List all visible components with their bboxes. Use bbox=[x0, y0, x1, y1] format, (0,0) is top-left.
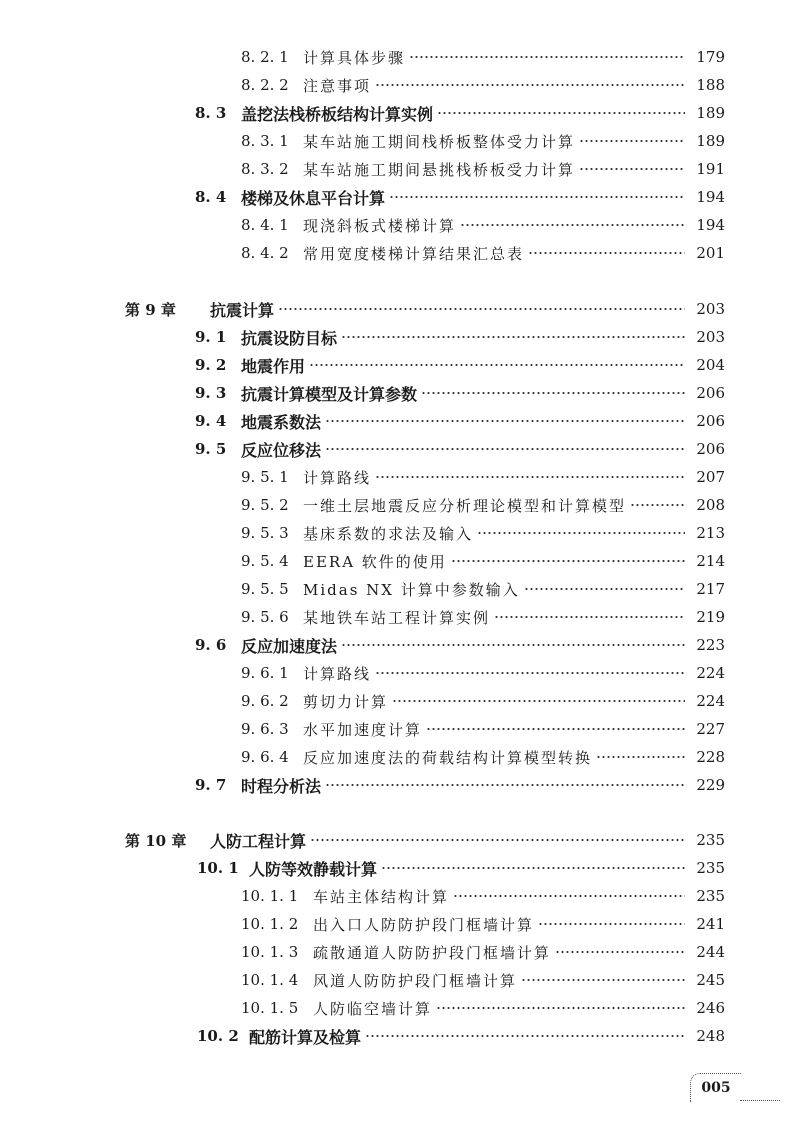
toc-entry-page: 224 bbox=[696, 692, 725, 710]
toc-chapter[interactable] bbox=[0, 295, 790, 323]
toc-subsection[interactable] bbox=[0, 463, 790, 491]
dot-leader bbox=[389, 192, 685, 202]
toc-subsection[interactable] bbox=[0, 743, 790, 771]
toc-subsection[interactable] bbox=[0, 211, 790, 239]
toc-entry-title: 计算路线 bbox=[303, 468, 372, 487]
dot-leader bbox=[524, 584, 685, 594]
toc-entry-page: 188 bbox=[696, 76, 725, 94]
toc-entry-page: 227 bbox=[696, 720, 725, 738]
toc-entry-page: 206 bbox=[696, 384, 725, 402]
toc-entry-title: 抗震计算模型及计算参数 bbox=[241, 384, 418, 404]
dot-leader bbox=[555, 947, 685, 957]
toc-entry-number: 9. 5. 2 bbox=[241, 496, 289, 514]
toc-entry-number: 8. 3. 1 bbox=[241, 132, 289, 150]
toc-section[interactable] bbox=[0, 379, 790, 407]
toc-entry-title: 反应加速度法的荷载结构计算模型转换 bbox=[303, 748, 593, 767]
toc-entry-title: 人防工程计算 bbox=[210, 831, 307, 851]
toc-section[interactable] bbox=[0, 435, 790, 463]
toc-section[interactable] bbox=[0, 351, 790, 379]
toc-entry-title: 一维土层地震反应分析理论模型和计算模型 bbox=[303, 496, 627, 515]
dot-leader bbox=[409, 52, 685, 62]
toc-entry-title: 反应位移法 bbox=[241, 440, 322, 460]
toc-entry-title: 现浇斜板式楼梯计算 bbox=[303, 216, 457, 235]
toc-entry-number: 9. 4 bbox=[195, 412, 227, 430]
dot-leader bbox=[325, 444, 685, 454]
toc-entry-page: 229 bbox=[696, 776, 725, 794]
toc-entry-page: 194 bbox=[696, 216, 725, 234]
toc-entry-page: 201 bbox=[696, 244, 725, 262]
toc-entry-title: 盖挖法栈桥板结构计算实例 bbox=[241, 104, 434, 124]
toc-entry-title: 车站主体结构计算 bbox=[313, 887, 450, 906]
toc-entry-number: 8. 4. 2 bbox=[241, 244, 289, 262]
dot-leader bbox=[521, 975, 685, 985]
toc-subsection[interactable] bbox=[0, 910, 790, 938]
toc-entry-page: 214 bbox=[696, 552, 725, 570]
toc-subsection[interactable] bbox=[0, 575, 790, 603]
toc-entry-number: 10. 2 bbox=[197, 1027, 239, 1045]
toc-entry-title: 常用宽度楼梯计算结果汇总表 bbox=[303, 244, 525, 263]
toc-entry-number: 第 10 章 bbox=[125, 831, 187, 850]
toc-chapter[interactable] bbox=[0, 826, 790, 854]
dot-leader bbox=[278, 304, 685, 314]
toc-entry-number: 10. 1. 2 bbox=[241, 915, 299, 933]
toc-entry-page: 179 bbox=[696, 48, 725, 66]
page-number-ornament bbox=[740, 1100, 780, 1101]
toc-subsection[interactable] bbox=[0, 882, 790, 910]
toc-entry-page: 235 bbox=[696, 887, 725, 905]
toc-entry-title: 人防等效静载计算 bbox=[249, 859, 378, 879]
toc-subsection[interactable] bbox=[0, 491, 790, 519]
dot-leader bbox=[453, 891, 685, 901]
toc-entry-page: 244 bbox=[696, 943, 725, 961]
toc-subsection[interactable] bbox=[0, 155, 790, 183]
toc-entry-number: 9. 6. 1 bbox=[241, 664, 289, 682]
toc-entry-number: 9. 2 bbox=[195, 356, 227, 374]
toc-entry-number: 9. 6. 3 bbox=[241, 720, 289, 738]
dot-leader bbox=[392, 696, 685, 706]
toc-entry-page: 213 bbox=[696, 524, 725, 542]
toc-section[interactable] bbox=[0, 323, 790, 351]
toc-entry-page: 194 bbox=[696, 188, 725, 206]
toc-entry-page: 189 bbox=[696, 132, 725, 150]
toc-entry-page: 189 bbox=[696, 104, 725, 122]
toc-entry-title: 配筋计算及检算 bbox=[249, 1027, 362, 1047]
dot-leader bbox=[528, 248, 685, 258]
toc-entry-page: 203 bbox=[696, 328, 725, 346]
toc-entry-title: 计算路线 bbox=[303, 664, 372, 683]
toc-entry-page: 235 bbox=[696, 831, 725, 849]
toc-section[interactable] bbox=[0, 407, 790, 435]
toc-subsection[interactable] bbox=[0, 519, 790, 547]
toc-entry-title: 楼梯及休息平台计算 bbox=[241, 188, 386, 208]
toc-entry-number: 8. 2. 2 bbox=[241, 76, 289, 94]
toc-subsection[interactable] bbox=[0, 603, 790, 631]
dot-leader bbox=[596, 752, 685, 762]
toc-section[interactable] bbox=[0, 771, 790, 799]
toc-entry-number: 8. 4. 1 bbox=[241, 216, 289, 234]
dot-leader bbox=[310, 835, 685, 845]
toc-entry-title: 计算具体步骤 bbox=[303, 48, 406, 67]
toc-section[interactable] bbox=[0, 854, 790, 882]
dot-leader bbox=[325, 780, 685, 790]
toc-entry-page: 206 bbox=[696, 440, 725, 458]
toc-entry-page: 206 bbox=[696, 412, 725, 430]
toc-entry-title: 地震系数法 bbox=[241, 412, 322, 432]
toc-entry-number: 9. 1 bbox=[195, 328, 227, 346]
dot-leader bbox=[381, 863, 685, 873]
toc-entry-title: 水平加速度计算 bbox=[303, 720, 423, 739]
dot-leader bbox=[341, 332, 685, 342]
toc-entry-title: 地震作用 bbox=[241, 356, 306, 376]
toc-entry-title: 某地铁车站工程计算实例 bbox=[303, 608, 491, 627]
toc-entry-number: 8. 3. 2 bbox=[241, 160, 289, 178]
dot-leader bbox=[325, 416, 685, 426]
toc-entry-number: 9. 6. 4 bbox=[241, 748, 289, 766]
toc-entry-page: 245 bbox=[696, 971, 725, 989]
dot-leader bbox=[426, 724, 685, 734]
toc-entry-number: 9. 5. 4 bbox=[241, 552, 289, 570]
dot-leader bbox=[477, 528, 685, 538]
toc-entry-page: 248 bbox=[696, 1027, 725, 1045]
dot-leader bbox=[309, 360, 685, 370]
dot-leader bbox=[494, 612, 685, 622]
dot-leader bbox=[375, 472, 685, 482]
toc-entry-number: 9. 5. 3 bbox=[241, 524, 289, 542]
toc-subsection[interactable] bbox=[0, 43, 790, 71]
dot-leader bbox=[630, 500, 685, 510]
toc-entry-title: 某车站施工期间栈桥板整体受力计算 bbox=[303, 132, 576, 151]
toc-entry-title: 某车站施工期间悬挑栈桥板受力计算 bbox=[303, 160, 576, 179]
toc-entry-page: 228 bbox=[696, 748, 725, 766]
toc-subsection[interactable] bbox=[0, 239, 790, 267]
toc-entry-number: 9. 6 bbox=[195, 636, 227, 654]
toc-entry-page: 241 bbox=[696, 915, 725, 933]
toc-entry-number: 10. 1. 1 bbox=[241, 887, 299, 905]
toc-entry-number: 10. 1 bbox=[197, 859, 239, 877]
toc-entry-number: 8. 4 bbox=[195, 188, 227, 206]
toc-entry-number: 9. 5 bbox=[195, 440, 227, 458]
toc-subsection[interactable] bbox=[0, 687, 790, 715]
toc-entry-title: EERA 软件的使用 bbox=[303, 552, 447, 571]
toc-entry-title: 疏散通道人防防护段门框墙计算 bbox=[313, 943, 552, 962]
dot-leader bbox=[437, 108, 685, 118]
toc-entry-title: 抗震计算 bbox=[210, 300, 275, 320]
toc-entry-number: 8. 3 bbox=[195, 104, 227, 122]
dot-leader bbox=[421, 388, 685, 398]
dot-leader bbox=[579, 164, 685, 174]
toc-entry-title: 注意事项 bbox=[303, 76, 372, 95]
toc-entry-title: 出入口人防防护段门框墙计算 bbox=[313, 915, 535, 934]
toc-entry-number: 10. 1. 4 bbox=[241, 971, 299, 989]
dot-leader bbox=[341, 640, 685, 650]
dot-leader bbox=[579, 136, 685, 146]
toc-entry-number: 9. 3 bbox=[195, 384, 227, 402]
toc-subsection[interactable] bbox=[0, 71, 790, 99]
dot-leader bbox=[375, 668, 685, 678]
toc-subsection[interactable] bbox=[0, 966, 790, 994]
toc-entry-page: 217 bbox=[696, 580, 725, 598]
toc-subsection[interactable] bbox=[0, 715, 790, 743]
toc-entry-page: 219 bbox=[696, 608, 725, 626]
toc-entry-page: 203 bbox=[696, 300, 725, 318]
dot-leader bbox=[538, 919, 685, 929]
toc-subsection[interactable] bbox=[0, 127, 790, 155]
toc-entry-page: 246 bbox=[696, 999, 725, 1017]
toc-entry-title: 反应加速度法 bbox=[241, 636, 338, 656]
dot-leader bbox=[436, 1003, 685, 1013]
toc-entry-number: 第 9 章 bbox=[125, 300, 176, 319]
toc-entry-title: 风道人防防护段门框墙计算 bbox=[313, 971, 518, 990]
toc-entry-title: 时程分析法 bbox=[241, 776, 322, 796]
toc-entry-number: 9. 5. 5 bbox=[241, 580, 289, 598]
dot-leader bbox=[451, 556, 685, 566]
toc-entry-page: 223 bbox=[696, 636, 725, 654]
toc-entry-number: 10. 1. 3 bbox=[241, 943, 299, 961]
toc-entry-number: 9. 5. 1 bbox=[241, 468, 289, 486]
dot-leader bbox=[365, 1031, 685, 1041]
toc-section[interactable] bbox=[0, 631, 790, 659]
toc-entry-page: 224 bbox=[696, 664, 725, 682]
toc-subsection[interactable] bbox=[0, 547, 790, 575]
toc-entry-title: 人防临空墙计算 bbox=[313, 999, 433, 1018]
page-number: 005 bbox=[690, 1073, 741, 1102]
toc-entry-number: 9. 5. 6 bbox=[241, 608, 289, 626]
toc-subsection[interactable] bbox=[0, 994, 790, 1022]
toc-subsection[interactable] bbox=[0, 938, 790, 966]
toc-entry-number: 8. 2. 1 bbox=[241, 48, 289, 66]
toc-section[interactable] bbox=[0, 99, 790, 127]
toc-entry-page: 191 bbox=[696, 160, 725, 178]
toc-entry-title: 基床系数的求法及输入 bbox=[303, 524, 474, 543]
toc-entry-title: 抗震设防目标 bbox=[241, 328, 338, 348]
toc-section[interactable] bbox=[0, 1022, 790, 1050]
toc-entry-page: 207 bbox=[696, 468, 725, 486]
toc-entry-page: 204 bbox=[696, 356, 725, 374]
toc-entry-title: 剪切力计算 bbox=[303, 692, 389, 711]
dot-leader bbox=[460, 220, 685, 230]
toc-entry-page: 208 bbox=[696, 496, 725, 514]
toc-entry-title: Midas NX 计算中参数输入 bbox=[303, 580, 520, 599]
dot-leader bbox=[375, 80, 685, 90]
toc-section[interactable] bbox=[0, 183, 790, 211]
toc-entry-number: 9. 7 bbox=[195, 776, 227, 794]
toc-entry-number: 9. 6. 2 bbox=[241, 692, 289, 710]
toc-entry-page: 235 bbox=[696, 859, 725, 877]
toc-subsection[interactable] bbox=[0, 659, 790, 687]
toc-entry-number: 10. 1. 5 bbox=[241, 999, 299, 1017]
